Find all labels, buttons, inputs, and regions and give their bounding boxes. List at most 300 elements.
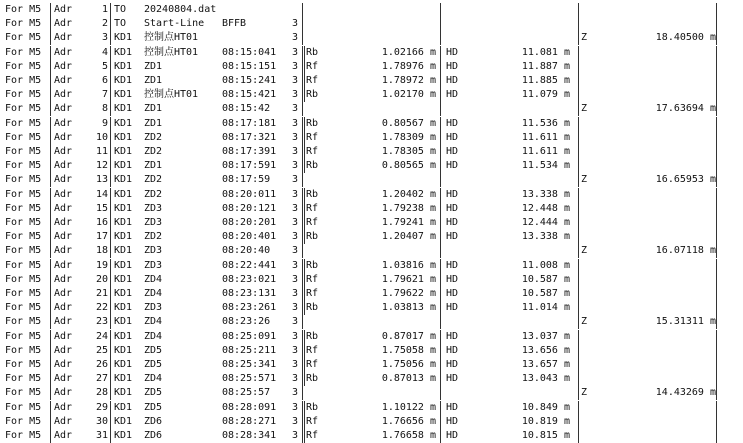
record-type: KD1 bbox=[114, 46, 133, 58]
record-prefix: For M5 bbox=[5, 117, 42, 129]
record-prefix: For M5 bbox=[5, 373, 42, 385]
record-distance-type: HD bbox=[446, 359, 459, 370]
column-separator bbox=[716, 202, 717, 216]
record-point: ZD4 bbox=[144, 273, 163, 285]
column-separator bbox=[716, 173, 717, 187]
record-number: 14 bbox=[95, 188, 108, 200]
record-point: ZD4 bbox=[144, 330, 163, 342]
record-reading-value: 1.02166 m bbox=[381, 46, 436, 58]
column-separator bbox=[302, 17, 303, 31]
record-reading-type: Rb bbox=[306, 117, 319, 129]
column-separator bbox=[110, 74, 111, 88]
column-separator bbox=[440, 131, 441, 145]
column-separator bbox=[302, 230, 303, 244]
record-row bbox=[0, 3, 743, 17]
record-number: 6 bbox=[101, 75, 108, 86]
column-separator bbox=[716, 102, 717, 116]
column-separator bbox=[302, 344, 303, 358]
record-distance-value: 11.079 m bbox=[521, 89, 570, 101]
column-separator bbox=[578, 330, 579, 344]
record-point: ZD2 bbox=[144, 174, 163, 186]
record-number: 12 bbox=[95, 160, 108, 172]
column-separator bbox=[304, 202, 305, 216]
column-separator bbox=[302, 401, 303, 415]
record-time: 08:23:131 bbox=[222, 288, 277, 299]
record-type: KD1 bbox=[114, 231, 133, 243]
record-number: 15 bbox=[95, 202, 108, 214]
record-point: Start-Line bbox=[144, 18, 205, 30]
record-code: 3 bbox=[292, 387, 299, 399]
record-reading-type: Rf bbox=[306, 344, 319, 356]
column-separator bbox=[578, 145, 579, 159]
record-distance-value: 11.081 m bbox=[521, 46, 570, 58]
column-separator bbox=[716, 74, 717, 88]
column-separator bbox=[440, 102, 441, 116]
column-separator bbox=[440, 344, 441, 358]
column-separator bbox=[110, 230, 111, 244]
record-point: ZD2 bbox=[144, 188, 163, 200]
record-point: ZD6 bbox=[144, 415, 163, 427]
record-number: 8 bbox=[101, 103, 108, 115]
column-separator bbox=[716, 31, 717, 45]
record-reading-value: 1.79241 m bbox=[381, 217, 436, 228]
record-row bbox=[0, 188, 743, 202]
record-adr: Adr bbox=[54, 217, 73, 228]
column-separator bbox=[302, 131, 303, 145]
record-point: ZD1 bbox=[144, 75, 163, 86]
record-point: ZD3 bbox=[144, 259, 163, 271]
record-code: 3 bbox=[292, 302, 299, 314]
record-number: 11 bbox=[95, 146, 108, 157]
record-time: 08:22:441 bbox=[222, 259, 277, 271]
record-number: 27 bbox=[95, 373, 108, 385]
column-separator bbox=[110, 259, 111, 273]
column-separator bbox=[304, 259, 305, 273]
record-adr: Adr bbox=[54, 430, 73, 441]
record-point: ZD5 bbox=[144, 344, 163, 356]
column-separator bbox=[578, 159, 579, 173]
column-separator bbox=[716, 17, 717, 31]
record-reading-value: 1.78972 m bbox=[381, 75, 436, 86]
record-prefix: For M5 bbox=[5, 60, 42, 72]
record-adr: Adr bbox=[54, 46, 73, 58]
record-reading-value: 1.20402 m bbox=[381, 188, 436, 200]
record-prefix: For M5 bbox=[5, 245, 42, 257]
record-type: KD1 bbox=[114, 32, 133, 44]
column-separator bbox=[578, 46, 579, 60]
record-code: 3 bbox=[292, 359, 299, 370]
column-separator bbox=[578, 60, 579, 74]
record-code: 3 bbox=[292, 46, 299, 58]
record-reading-type: Rf bbox=[306, 202, 319, 214]
column-separator bbox=[304, 344, 305, 358]
record-distance-value: 11.536 m bbox=[521, 117, 570, 129]
record-type: KD1 bbox=[114, 288, 133, 299]
record-adr: Adr bbox=[54, 344, 73, 356]
record-prefix: For M5 bbox=[5, 344, 42, 356]
record-adr: Adr bbox=[54, 330, 73, 342]
record-prefix: For M5 bbox=[5, 75, 42, 86]
record-adr: Adr bbox=[54, 259, 73, 271]
record-distance-value: 12.444 m bbox=[521, 217, 570, 228]
record-adr: Adr bbox=[54, 103, 73, 115]
record-distance-value: 11.014 m bbox=[521, 302, 570, 314]
record-reading-type: Rf bbox=[306, 430, 319, 441]
record-adr: Adr bbox=[54, 89, 73, 101]
record-adr: Adr bbox=[54, 18, 73, 30]
record-type: KD1 bbox=[114, 273, 133, 285]
column-separator bbox=[578, 202, 579, 216]
record-point: 控制点HT01 bbox=[144, 32, 199, 44]
record-point: 20240804.dat bbox=[144, 4, 217, 15]
record-number: 29 bbox=[95, 401, 108, 413]
record-code: 3 bbox=[292, 217, 299, 228]
record-distance-value: 10.587 m bbox=[521, 288, 570, 299]
record-code: 3 bbox=[292, 202, 299, 214]
column-separator bbox=[304, 415, 305, 429]
column-separator bbox=[302, 117, 303, 131]
column-separator bbox=[440, 358, 441, 372]
record-distance-type: HD bbox=[446, 288, 459, 299]
record-distance-value: 13.657 m bbox=[521, 359, 570, 370]
column-separator bbox=[110, 102, 111, 116]
record-adr: Adr bbox=[54, 60, 73, 72]
column-separator bbox=[440, 202, 441, 216]
record-reading-type: Rb bbox=[306, 373, 319, 385]
column-separator bbox=[440, 17, 441, 31]
record-prefix: For M5 bbox=[5, 430, 42, 441]
record-type: KD1 bbox=[114, 344, 133, 356]
record-type: KD1 bbox=[114, 316, 133, 328]
record-type: TO bbox=[114, 18, 127, 30]
record-adr: Adr bbox=[54, 131, 73, 143]
record-adr: Adr bbox=[54, 288, 73, 299]
record-point: ZD5 bbox=[144, 387, 163, 399]
record-height-type: Z bbox=[581, 174, 588, 186]
column-separator bbox=[578, 259, 579, 273]
record-adr: Adr bbox=[54, 117, 73, 129]
record-reading-type: Rf bbox=[306, 415, 319, 427]
record-time: 08:15:151 bbox=[222, 60, 277, 72]
record-adr: Adr bbox=[54, 32, 73, 44]
record-row bbox=[0, 259, 743, 273]
record-prefix: For M5 bbox=[5, 188, 42, 200]
column-separator bbox=[110, 46, 111, 60]
column-separator bbox=[110, 216, 111, 230]
record-point: ZD4 bbox=[144, 316, 163, 328]
column-separator bbox=[578, 188, 579, 202]
record-point: ZD3 bbox=[144, 217, 163, 228]
record-time: 08:17:591 bbox=[222, 160, 277, 172]
record-point: ZD6 bbox=[144, 430, 163, 441]
record-height-type: Z bbox=[581, 32, 588, 44]
column-separator bbox=[304, 330, 305, 344]
record-prefix: For M5 bbox=[5, 273, 42, 285]
record-height-value: 15.31311 m bbox=[655, 316, 716, 328]
column-separator bbox=[304, 401, 305, 415]
record-number: 22 bbox=[95, 302, 108, 314]
record-reading-value: 0.80565 m bbox=[381, 160, 436, 172]
column-separator bbox=[302, 358, 303, 372]
record-code: 3 bbox=[292, 415, 299, 427]
record-row bbox=[0, 358, 743, 372]
record-row bbox=[0, 401, 743, 415]
column-separator bbox=[302, 259, 303, 273]
record-code: 3 bbox=[292, 103, 299, 115]
column-separator bbox=[302, 60, 303, 74]
record-distance-type: HD bbox=[446, 202, 459, 214]
record-reading-value: 1.76656 m bbox=[381, 415, 436, 427]
column-separator bbox=[716, 3, 717, 17]
column-separator bbox=[304, 372, 305, 386]
record-reading-type: Rf bbox=[306, 131, 319, 143]
record-distance-value: 10.819 m bbox=[521, 415, 570, 427]
record-time: 08:23:021 bbox=[222, 273, 277, 285]
column-separator bbox=[440, 415, 441, 429]
column-separator bbox=[578, 344, 579, 358]
record-reading-type: Rf bbox=[306, 146, 319, 157]
record-point: ZD5 bbox=[144, 359, 163, 370]
column-separator bbox=[110, 88, 111, 102]
column-separator bbox=[302, 372, 303, 386]
record-prefix: For M5 bbox=[5, 202, 42, 214]
column-separator bbox=[110, 131, 111, 145]
record-number: 20 bbox=[95, 273, 108, 285]
record-row bbox=[0, 202, 743, 216]
record-time: 08:25:091 bbox=[222, 330, 277, 342]
record-time: 08:17:181 bbox=[222, 117, 277, 129]
record-type: KD1 bbox=[114, 302, 133, 314]
record-row bbox=[0, 273, 743, 287]
column-separator bbox=[578, 429, 579, 443]
record-number: 31 bbox=[95, 430, 108, 441]
column-separator bbox=[302, 315, 303, 329]
column-separator bbox=[440, 31, 441, 45]
record-distance-type: HD bbox=[446, 401, 459, 413]
record-type: KD1 bbox=[114, 89, 133, 101]
record-prefix: For M5 bbox=[5, 330, 42, 342]
record-type: KD1 bbox=[114, 217, 133, 228]
record-row bbox=[0, 173, 743, 187]
record-point: ZD3 bbox=[144, 202, 163, 214]
column-separator bbox=[440, 372, 441, 386]
record-prefix: For M5 bbox=[5, 359, 42, 370]
column-separator bbox=[110, 3, 111, 17]
record-distance-type: HD bbox=[446, 330, 459, 342]
record-prefix: For M5 bbox=[5, 302, 42, 314]
column-separator bbox=[304, 46, 305, 60]
record-time: 08:28:341 bbox=[222, 430, 277, 441]
record-reading-type: Rb bbox=[306, 330, 319, 342]
record-code: 3 bbox=[292, 373, 299, 385]
column-separator bbox=[440, 315, 441, 329]
column-separator bbox=[110, 330, 111, 344]
column-separator bbox=[716, 159, 717, 173]
record-reading-type: Rf bbox=[306, 273, 319, 285]
record-prefix: For M5 bbox=[5, 46, 42, 58]
record-adr: Adr bbox=[54, 415, 73, 427]
column-separator bbox=[578, 3, 579, 17]
column-separator bbox=[304, 287, 305, 301]
record-prefix: For M5 bbox=[5, 401, 42, 413]
column-separator bbox=[578, 173, 579, 187]
record-distance-value: 11.885 m bbox=[521, 75, 570, 86]
record-type: KD1 bbox=[114, 60, 133, 72]
record-type: KD1 bbox=[114, 202, 133, 214]
record-distance-type: HD bbox=[446, 89, 459, 101]
record-distance-value: 12.448 m bbox=[521, 202, 570, 214]
record-row bbox=[0, 74, 743, 88]
record-number: 10 bbox=[95, 131, 108, 143]
column-separator bbox=[110, 401, 111, 415]
record-number: 24 bbox=[95, 330, 108, 342]
record-point: ZD2 bbox=[144, 131, 163, 143]
column-separator bbox=[304, 188, 305, 202]
column-separator bbox=[110, 159, 111, 173]
column-separator bbox=[110, 60, 111, 74]
record-adr: Adr bbox=[54, 188, 73, 200]
record-distance-value: 11.611 m bbox=[521, 146, 570, 157]
record-time: 08:20:201 bbox=[222, 217, 277, 228]
record-distance-value: 13.037 m bbox=[521, 330, 570, 342]
column-separator bbox=[304, 117, 305, 131]
record-point: ZD1 bbox=[144, 103, 163, 115]
column-separator bbox=[716, 145, 717, 159]
record-reading-type: Rf bbox=[306, 60, 319, 72]
record-reading-value: 1.78305 m bbox=[381, 146, 436, 157]
record-number: 23 bbox=[95, 316, 108, 328]
record-prefix: For M5 bbox=[5, 32, 42, 44]
record-height-type: Z bbox=[581, 387, 588, 399]
record-adr: Adr bbox=[54, 75, 73, 86]
column-separator bbox=[578, 415, 579, 429]
record-row bbox=[0, 31, 743, 45]
record-row bbox=[0, 17, 743, 31]
record-code: 3 bbox=[292, 330, 299, 342]
record-distance-value: 11.534 m bbox=[521, 160, 570, 172]
record-type: KD1 bbox=[114, 131, 133, 143]
record-type: KD1 bbox=[114, 387, 133, 399]
record-distance-type: HD bbox=[446, 131, 459, 143]
record-height-value: 14.43269 m bbox=[655, 387, 716, 399]
record-reading-type: Rb bbox=[306, 259, 319, 271]
record-adr: Adr bbox=[54, 174, 73, 186]
record-reading-value: 1.79622 m bbox=[381, 288, 436, 299]
record-number: 3 bbox=[101, 32, 108, 44]
record-row bbox=[0, 117, 743, 131]
record-code: 3 bbox=[292, 344, 299, 356]
column-separator bbox=[716, 188, 717, 202]
record-row bbox=[0, 244, 743, 258]
column-separator bbox=[110, 301, 111, 315]
record-distance-value: 10.587 m bbox=[521, 273, 570, 285]
record-type: KD1 bbox=[114, 188, 133, 200]
column-separator bbox=[302, 273, 303, 287]
column-separator bbox=[578, 301, 579, 315]
column-separator bbox=[110, 244, 111, 258]
record-point: ZD1 bbox=[144, 160, 163, 172]
record-reading-type: Rb bbox=[306, 302, 319, 314]
record-type: KD1 bbox=[114, 430, 133, 441]
record-distance-value: 13.656 m bbox=[521, 344, 570, 356]
record-reading-value: 1.20407 m bbox=[381, 231, 436, 243]
record-code: 3 bbox=[292, 245, 299, 257]
column-separator bbox=[302, 102, 303, 116]
record-row bbox=[0, 216, 743, 230]
record-adr: Adr bbox=[54, 202, 73, 214]
column-separator bbox=[578, 102, 579, 116]
record-row bbox=[0, 230, 743, 244]
record-time: 08:20:401 bbox=[222, 231, 277, 243]
column-separator bbox=[302, 415, 303, 429]
record-reading-value: 1.03816 m bbox=[381, 259, 436, 271]
record-time: BFFB bbox=[222, 18, 247, 30]
column-separator bbox=[440, 60, 441, 74]
record-row bbox=[0, 131, 743, 145]
record-row bbox=[0, 145, 743, 159]
column-separator bbox=[578, 401, 579, 415]
column-separator bbox=[716, 259, 717, 273]
column-separator bbox=[110, 17, 111, 31]
record-time: 08:15:42 bbox=[222, 103, 271, 115]
record-distance-type: HD bbox=[446, 188, 459, 200]
record-time: 08:25:57 bbox=[222, 387, 271, 399]
record-code: 3 bbox=[292, 89, 299, 101]
column-separator bbox=[302, 88, 303, 102]
column-separator bbox=[578, 315, 579, 329]
column-separator bbox=[304, 88, 305, 102]
record-point: ZD2 bbox=[144, 231, 163, 243]
column-separator bbox=[440, 287, 441, 301]
column-separator bbox=[440, 159, 441, 173]
record-reading-value: 1.79621 m bbox=[381, 273, 436, 285]
record-row bbox=[0, 102, 743, 116]
record-distance-value: 10.849 m bbox=[521, 401, 570, 413]
record-height-value: 16.07118 m bbox=[655, 245, 716, 257]
column-separator bbox=[578, 216, 579, 230]
column-separator bbox=[716, 60, 717, 74]
column-separator bbox=[716, 401, 717, 415]
column-separator bbox=[578, 230, 579, 244]
record-number: 18 bbox=[95, 245, 108, 257]
column-separator bbox=[440, 3, 441, 17]
record-code: 3 bbox=[292, 75, 299, 86]
column-separator bbox=[716, 216, 717, 230]
column-separator bbox=[578, 386, 579, 400]
column-separator bbox=[440, 244, 441, 258]
column-separator bbox=[440, 273, 441, 287]
record-number: 17 bbox=[95, 231, 108, 243]
column-separator bbox=[440, 429, 441, 443]
column-separator bbox=[302, 145, 303, 159]
record-distance-type: HD bbox=[446, 75, 459, 86]
column-separator bbox=[716, 117, 717, 131]
column-separator bbox=[302, 301, 303, 315]
record-distance-value: 11.887 m bbox=[521, 60, 570, 72]
column-separator bbox=[440, 259, 441, 273]
column-separator bbox=[304, 145, 305, 159]
record-distance-value: 13.338 m bbox=[521, 188, 570, 200]
column-separator bbox=[110, 273, 111, 287]
record-number: 28 bbox=[95, 387, 108, 399]
record-time: 08:23:26 bbox=[222, 316, 271, 328]
record-time: 08:15:421 bbox=[222, 89, 277, 101]
record-row bbox=[0, 301, 743, 315]
record-reading-type: Rf bbox=[306, 75, 319, 86]
record-type: KD1 bbox=[114, 259, 133, 271]
record-point: ZD1 bbox=[144, 60, 163, 72]
column-separator bbox=[302, 46, 303, 60]
